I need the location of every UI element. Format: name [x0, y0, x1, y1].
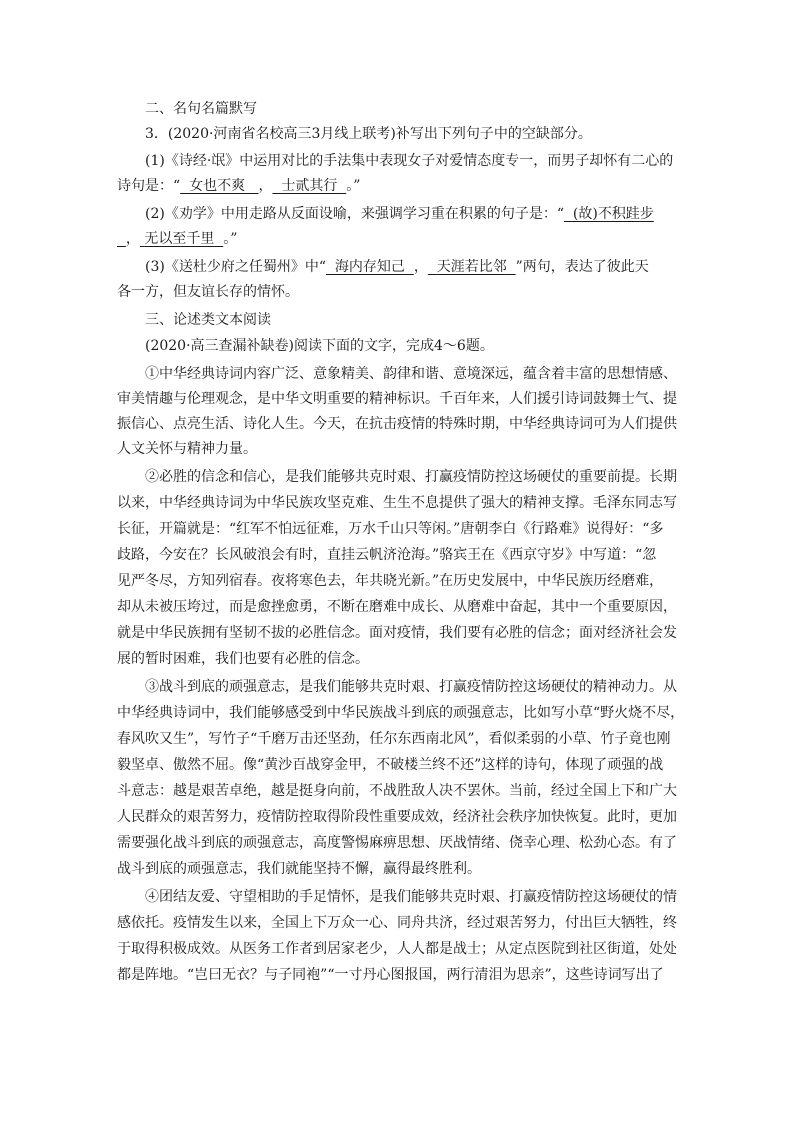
q3-part2-text: (2)《劝学》中用走路从反面设喻，来强调学习重在积累的句子是：“ — [145, 206, 564, 222]
section-heading-2: 二、名句名篇默写 — [145, 101, 257, 117]
paragraph-2-line: 以来，中华经典诗词为中华民族攻坚克难、生生不息提供了强大的精神支撑。毛泽东同志写 — [117, 495, 677, 511]
paragraph-3-line: 战斗到底的顽强意志，我们就能坚持不懈，赢得最终胜利。 — [117, 861, 481, 877]
q3-part1-prompt: (1)《诗经·氓》中运用对比的手法集中表现女子对爱情态度专一，而男子却怀有二心的 — [145, 153, 674, 169]
q3-part3-prompt — [145, 256, 649, 278]
paragraph-3-line: 人民群众的艰苦努力，疫情防控取得阶段性重要成效，经济社会秩序加快恢复。此时，更加 — [117, 809, 677, 825]
question-3-intro: 3．(2020·河南省名校高三3月线上联考)补写出下列句子中的空缺部分。 — [145, 126, 592, 142]
answer-blank-3-cont — [117, 231, 126, 247]
q3-part1-answer-line — [117, 175, 360, 197]
answer-text: 女也不爽 — [189, 178, 246, 194]
q3-part2-answer-line — [117, 228, 237, 250]
answer-blank-5 — [326, 259, 414, 275]
paragraph-2-line: 见严冬尽，方知列宿春。夜将寒色去，年共晓光新。”在历史发展中，中华民族历经磨难， — [117, 573, 664, 589]
answer-blank-2 — [272, 178, 346, 194]
paragraph-2-line: ②必胜的信念和信心，是我们能够共克时艰、打赢疫情防控这场硬仗的重要前提。长期 — [145, 469, 677, 485]
paragraph-4-line: ④团结友爱、守望相助的手足情怀，是我们能够共克时艰、打赢疫情防控这场硬仗的情 — [145, 889, 677, 905]
answer-blank-6 — [428, 259, 516, 275]
paragraph-1-line: 振信心、点亮生活、诗化人生。今天，在抗击疫情的特殊时期，中华经典诗词可为人们提供 — [117, 416, 677, 432]
answer-text: 天涯若比邻 — [436, 259, 507, 275]
answer-text: (故)不积跬步 — [572, 206, 654, 222]
reading-intro: (2020·高三查漏补缺卷)阅读下面的文字，完成4～6题。 — [145, 338, 494, 354]
separator: ， — [413, 259, 428, 275]
q3-part2-prompt — [145, 203, 654, 225]
separator: ， — [125, 231, 140, 247]
paragraph-2-line: 长征，开篇就是：“红军不怕远征难，万水千山只等闲。”唐朝李白《行路难》说得好：“多 — [117, 521, 664, 537]
answer-text: 士贰其行 — [281, 178, 338, 194]
q3-part3-tail: ”两句，表达了彼此天 — [515, 259, 649, 275]
answer-text: 无以至千里 — [144, 231, 215, 247]
answer-text: 海内存知己 — [334, 259, 405, 275]
paragraph-4-line: 都是阵地。“岂曰无衣？与子同袍”“一寸丹心图报国，两行清泪为思亲”，这些诗词写出了 — [117, 967, 664, 983]
paragraph-3-line: 春风吹又生”，写竹子“千磨万击还坚劲，任尔东西南北风”，看似柔弱的小草、竹子竟也刚 — [117, 731, 671, 747]
paragraph-1-line: 人文关怀与精神力量。 — [117, 441, 257, 457]
paragraph-3-line: 中华经典诗词中，我们能够感受到中华民族战斗到底的顽强意志，比如写小草“野火烧不尽， — [117, 705, 685, 721]
paragraph-4-line: 感依托。疫情发生以来，全国上下万众一心、同舟共济，经过艰苦努力，付出巨大牺牲，终 — [117, 915, 677, 931]
answer-blank-3 — [564, 206, 654, 222]
closing-quote: 。” — [346, 178, 361, 194]
paragraph-2-line: 歧路，今安在？长风破浪会有时，直挂云帆济沧海。”骆宾王在《西京守岁》中写道：“忽 — [117, 547, 657, 563]
answer-blank-1 — [180, 178, 258, 194]
paragraph-2-line: 展的暂时困难，我们也要有必胜的信念。 — [117, 651, 369, 667]
paragraph-3-line: ③战斗到底的顽强意志，是我们能够共克时艰、打赢疫情防控这场硬仗的精神动力。从 — [145, 679, 677, 695]
paragraph-1-line: ①中华经典诗词内容广泛、意象精美、韵律和谐、意境深远，蕴含着丰富的思想情感、 — [145, 366, 677, 382]
section-heading-3: 三、论述类文本阅读 — [145, 312, 271, 328]
answer-blank-4 — [140, 231, 223, 247]
paragraph-4-line: 于取得积极成效。从医务工作者到居家老少，人人都是战士；从定点医院到社区街道，处处 — [117, 941, 677, 957]
paragraph-1-line: 审美情趣与伦理观念，是中华文明重要的精神标识。千百年来，人们援引诗词鼓舞士气、提 — [117, 391, 677, 407]
q3-part1-lead: 诗句是：“ — [117, 178, 181, 194]
paragraph-3-line: 斗意志：越是艰苦卓绝，越是挺身向前，不战胜敌人决不罢休。当前，经过全国上下和广大 — [117, 783, 677, 799]
q3-part3-line2: 各一方，但友谊长存的情怀。 — [117, 284, 299, 300]
q3-part3-text: (3)《送杜少府之任蜀州》中“ — [145, 259, 326, 275]
paragraph-2-line: 就是中华民族拥有坚韧不拔的必胜信念。面对疫情，我们要有必胜的信念；面对经济社会发 — [117, 625, 677, 641]
paragraph-3-line: 毅坚卓、傲然不屈。像“黄沙百战穿金甲，不破楼兰终不还”这样的诗句，体现了顽强的战 — [117, 757, 664, 773]
paragraph-2-line: 却从未被压垮过，而是愈挫愈勇，不断在磨难中成长、从磨难中奋起，其中一个重要原因， — [117, 599, 677, 615]
separator: ， — [258, 178, 273, 194]
closing-quote: 。” — [223, 231, 238, 247]
paragraph-3-line: 需要强化战斗到底的顽强意志，高度警惕麻痹思想、厌战情绪、侥幸心理、松劲心态。有了 — [117, 835, 677, 851]
